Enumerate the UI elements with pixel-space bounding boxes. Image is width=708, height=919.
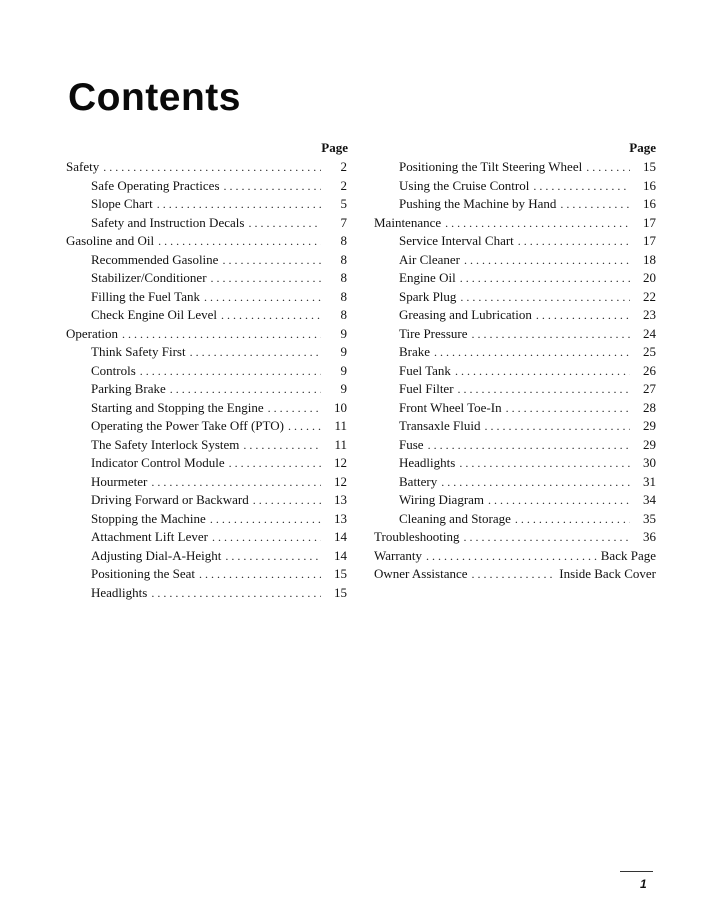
toc-entry-label: Fuel Tank [399,362,451,378]
toc-entry-page: 31 [643,473,656,489]
toc-entry-label: Check Engine Oil Level [91,307,217,322]
toc-entry [66,177,350,196]
toc-entry [374,547,658,566]
toc-entry-label: Safety [66,159,100,174]
dot-leader [515,510,630,529]
toc-entry [374,454,658,473]
toc-entry-page: 11 [334,436,347,452]
toc-entry-page: 16 [643,177,656,193]
toc-entry-label: Starting and Stopping the Engine [91,399,264,415]
toc-entry-label: Driving Forward or Backward [91,492,249,507]
toc-entry-page: 27 [643,381,656,396]
toc-entry-page: 8 [340,288,347,304]
toc-entry [66,417,350,436]
toc-entry-label: Headlights [399,455,456,470]
dot-leader [288,417,321,436]
toc-entry-label: Positioning the Tilt Steering Wheel [399,159,583,174]
dot-leader [253,491,321,510]
toc-entry-label: Stopping the Machine [91,510,206,526]
toc-entry [66,269,350,288]
toc-entry [66,436,350,455]
dot-leader [140,362,321,381]
toc-entry [374,325,658,344]
toc-entry-page: 8 [340,307,347,322]
toc-entry [374,214,658,233]
toc-entry-page: 2 [340,159,347,174]
toc-entry-page: 24 [643,325,656,341]
toc-entry [374,269,658,288]
dot-leader [586,158,630,177]
toc-entry [374,362,658,381]
toc-entry-label: Transaxle Fluid [399,418,481,433]
toc-entry-page: 8 [340,251,347,267]
toc-entry [374,158,658,177]
toc-entry [66,343,350,362]
toc-entry-label: Using the Cruise Control [399,177,530,193]
toc-entry [66,399,350,418]
toc-entry-page: 2 [340,177,347,193]
toc-entry-page: 17 [643,233,656,248]
toc-entry [66,454,350,473]
dot-leader [445,214,630,233]
toc-entry [374,491,658,510]
dot-leader [151,473,321,492]
toc-entry-page: 15 [334,566,347,581]
toc-entry-page: 22 [643,288,656,304]
toc-entry [374,380,658,399]
dot-leader [536,306,630,325]
dot-leader [212,528,321,547]
toc-entry [66,528,350,547]
dot-leader [157,195,321,214]
dot-leader [533,177,630,196]
page-number: 1 [640,877,647,891]
dot-leader [441,473,630,492]
toc-entry-label: Parking Brake [91,381,166,396]
toc-entry-page: 13 [334,510,347,526]
toc-entry-page: 29 [643,418,656,433]
toc-entry-page: 14 [334,547,347,563]
toc-entry-label: Engine Oil [399,270,456,285]
dot-leader [243,436,321,455]
toc-entry-page: 11 [334,418,347,433]
toc-entry [66,325,350,344]
toc-entry-page: 36 [643,529,656,544]
toc-entry-label: Slope Chart [91,196,153,211]
toc-entry [374,251,658,270]
toc-entry-page: 20 [643,270,656,285]
toc-entry-label: Headlights [91,584,148,600]
footer-divider [620,871,653,872]
dot-leader [560,195,630,214]
toc-entry [66,584,350,603]
toc-entry-label: Recommended Gasoline [91,251,219,267]
toc-entry [374,399,658,418]
toc-entry-label: Fuel Filter [399,381,454,396]
toc-entry-page: 10 [334,399,347,415]
toc-entry-page: 14 [334,529,347,544]
toc-left-column [66,140,350,602]
toc-entry-label: Brake [399,344,431,359]
toc-entry [66,306,350,325]
dot-leader [472,325,631,344]
dot-leader [225,547,321,566]
toc-right-column [374,140,658,584]
toc-entry-page: 8 [340,233,347,248]
toc-entry-label: Battery [399,473,438,489]
dot-leader [151,584,321,603]
dot-leader [199,565,321,584]
dot-leader [488,491,630,510]
dot-leader [204,288,321,307]
toc-entry-label: Hourmeter [91,473,148,489]
toc-entry [374,306,658,325]
toc-entry-label: Filling the Fuel Tank [91,288,200,304]
toc-entry-page: 16 [643,196,656,211]
toc-entry-label: The Safety Interlock System [91,436,240,452]
dot-leader [460,288,630,307]
dot-leader [485,417,631,436]
dot-leader [122,325,321,344]
toc-entry-label: Gasoline and Oil [66,233,155,248]
dot-leader [158,232,321,251]
dot-leader [248,214,321,233]
dot-leader [434,343,630,362]
dot-leader [464,251,630,270]
toc-entry-page: 15 [334,584,347,600]
toc-entry-label: Cleaning and Storage [399,510,511,526]
toc-entry [66,195,350,214]
toc-entry-page: 7 [340,214,347,230]
toc-entry-page: 12 [334,455,347,470]
dot-leader [211,269,321,288]
toc-entry-label: Troubleshooting [374,529,460,544]
dot-leader [518,232,630,251]
toc-entry-label: Indicator Control Module [91,455,225,470]
toc-entry-page: 26 [643,362,656,378]
toc-entry-label: Spark Plug [399,288,457,304]
toc-entry-page: 9 [340,381,347,396]
toc-entry-page: 34 [643,492,656,507]
toc-entry-page: 35 [643,510,656,526]
dot-leader [460,269,630,288]
dot-leader [458,380,630,399]
dot-leader [170,380,321,399]
toc-entry-page: 25 [643,344,656,359]
dot-leader [459,454,630,473]
toc-entry [374,417,658,436]
toc-entry-page: Back Page [600,547,656,563]
toc-entry [66,473,350,492]
toc-entry-label: Attachment Lift Lever [91,529,208,544]
toc-entry-page: 9 [340,344,347,359]
dot-leader [229,454,321,473]
page-column-header: Page [321,140,348,155]
toc-entry-label: Safe Operating Practices [91,177,220,193]
toc-entry [374,288,658,307]
toc-entry-label: Operating the Power Take Off (PTO) [91,418,284,433]
toc-entry [66,362,350,381]
toc-entry-page: 15 [643,159,656,174]
dot-leader [221,306,321,325]
toc-entry [66,547,350,566]
toc-entry [66,380,350,399]
toc-entry-page: 12 [334,473,347,489]
toc-entry [374,343,658,362]
toc-entry-label: Think Safety First [91,344,186,359]
toc-entry [66,214,350,233]
toc-entry-page: 9 [340,325,347,341]
toc-entry [66,251,350,270]
toc-entry-page: 17 [643,214,656,230]
toc-entry-page: 23 [643,307,656,322]
toc-entry-page: 13 [334,492,347,507]
dot-leader [224,177,321,196]
toc-entry [374,177,658,196]
toc-entry-label: Adjusting Dial-A-Height [91,547,222,563]
toc-entry-page: 18 [643,251,656,267]
toc-entry-page: 30 [643,455,656,470]
dot-leader [506,399,630,418]
toc-entry [66,158,350,177]
toc-entry [374,232,658,251]
dot-leader [222,251,321,270]
toc-entry [374,510,658,529]
page-title: Contents [68,76,241,119]
toc-entry-label: Tire Pressure [399,325,468,341]
toc-entry-list [374,158,658,584]
toc-entry-label: Air Cleaner [399,251,461,267]
toc-entry-label: Service Interval Chart [399,233,514,248]
toc-entry-label: Front Wheel Toe-In [399,399,502,415]
dot-leader [455,362,630,381]
toc-entry-label: Controls [91,362,136,378]
toc-entry-label: Operation [66,325,118,341]
dot-leader [268,399,321,418]
toc-entry [374,528,658,547]
page-column-header: Page [629,140,656,155]
dot-leader [426,547,597,566]
toc-entry-label: Warranty [374,547,423,563]
toc-entry-label: Stabilizer/Conditioner [91,270,207,285]
dot-leader [472,565,556,584]
toc-entry [374,436,658,455]
toc-entry [66,510,350,529]
toc-entry-label: Positioning the Seat [91,566,195,581]
toc-entry-label: Greasing and Lubrication [399,307,532,322]
dot-leader [463,528,630,547]
toc-entry [66,288,350,307]
dot-leader [103,158,321,177]
toc-entry-page: 5 [340,196,347,211]
toc-entry [374,195,658,214]
toc-entry [66,232,350,251]
toc-entry-label: Maintenance [374,214,442,230]
dot-leader [428,436,630,455]
toc-entry [374,473,658,492]
toc-entry [66,565,350,584]
dot-leader [190,343,321,362]
toc-entry-label: Fuse [399,436,424,452]
toc-entry-page: 28 [643,399,656,415]
toc-entry-page: 9 [340,362,347,378]
toc-entry-label: Safety and Instruction Decals [91,214,245,230]
toc-entry-page: 8 [340,270,347,285]
toc-entry-label: Owner Assistance [374,566,468,581]
toc-entry [374,565,658,584]
toc-entry-list [66,158,350,602]
toc-entry-page: Inside Back Cover [559,566,656,581]
toc-entry-label: Wiring Diagram [399,492,485,507]
toc-entry-label: Pushing the Machine by Hand [399,196,557,211]
dot-leader [210,510,321,529]
toc-entry-page: 29 [643,436,656,452]
toc-entry [66,491,350,510]
